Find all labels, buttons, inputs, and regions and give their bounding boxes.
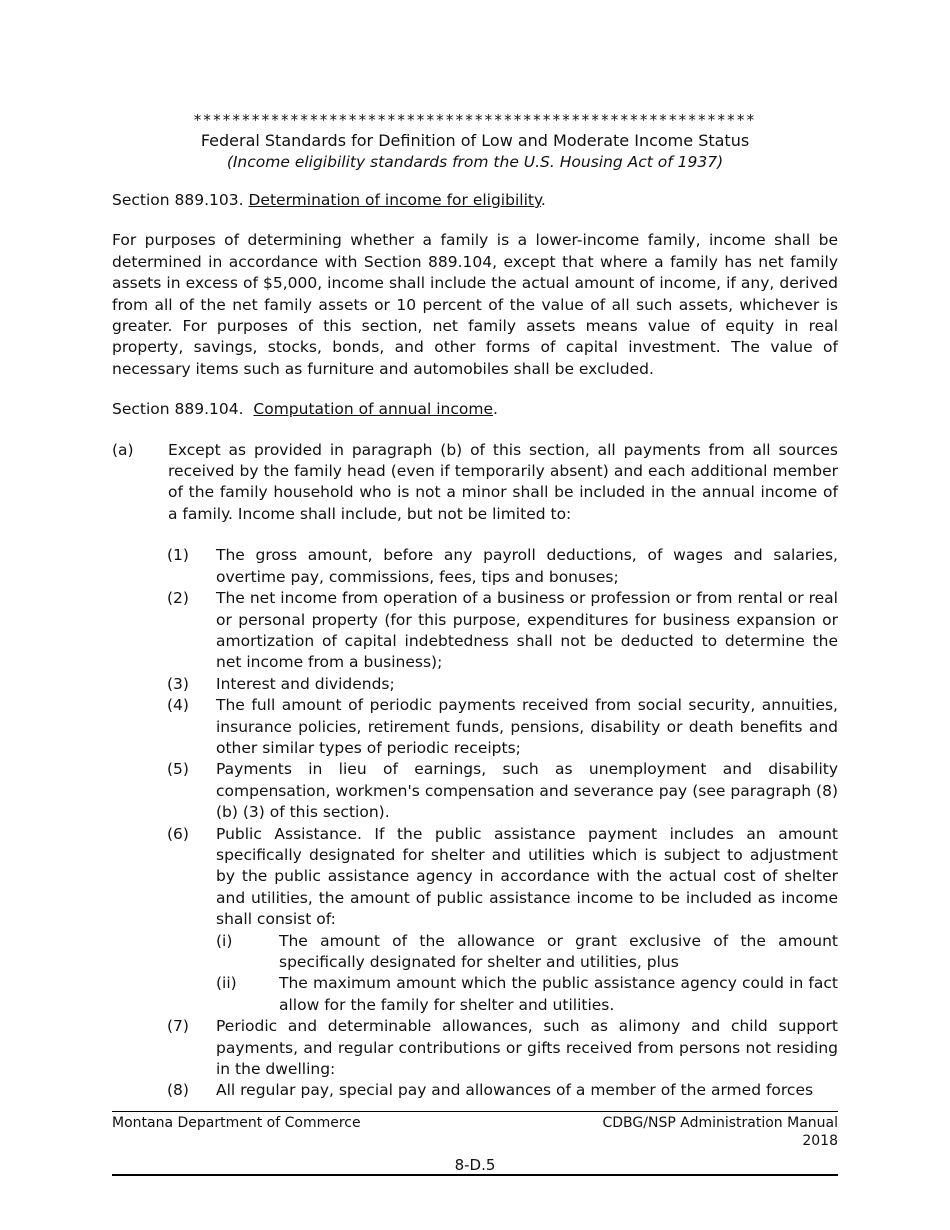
list-item-label: (7) [167,1017,189,1036]
list-item-text: All regular pay, special pay and allowances of a member of the armed forces [216,1081,814,1100]
list-item-text: Payments in lieu of earnings, such as unemployment and disability compensation, workmen's compensation and severance pay (see paragraph (8) (b) (3) of this section). [216,760,838,822]
list-item-text: The gross amount, before any payroll deductions, of wages and salaries, overtime pay, commissions, fees, tips and bonuses; [216,546,838,586]
page-footer [112,1111,838,1174]
list-item-text: Periodic and determinable allowances, such as alimony and child support payments, and regular contributions or gifts received from persons not residing in the dwelling: [216,1017,838,1079]
section-104-title: Computation of annual income [253,400,494,419]
income-items-list [112,545,838,1102]
footer-department: Montana Department of Commerce [112,1115,361,1131]
list-item-text: The full amount of periodic payments received from social security, annuities, insurance policies, retirement funds, pensions, disability or death benefits and other similar types of periodic receipts; [216,696,838,757]
document-subtitle: (Income eligibility standards from the U.S. Housing Act of 1937) [226,153,724,171]
list-item-label: (3) [167,674,189,693]
section-103-heading: Section 889.103. Determination of income for eligibility. [112,191,546,209]
section-103-body: For purposes of determining whether a family is a lower-income family, income shall be determined in accordance with Section 889.104, except that where a family has net family assets in excess of $5,000, income shall include the actual amount of income, if any, derived from all of the net family assets or 10 percent of the value of all such assets, whichever is greater. For purposes of this section, net family assets means value of equity in real property, savings, stocks, bonds, and other forms of capital investment. The value of necessary items such as furniture and automobiles shall be excluded. [112,231,838,378]
paragraph-a-label: (a) [112,440,134,459]
document-page [112,110,838,1102]
list-item-label: (8) [167,1081,189,1100]
list-item [167,588,838,674]
list-item-text: Public Assistance. If the public assistance payment includes an amount specifically designated for shelter and utilities which is subject to adjustment by the public assistance agency in accordance with the actual cost of shelter and utilities, the amount of public assistance income to be included as income shall consist of: [216,824,838,929]
list-item-label: (6) [167,824,189,843]
list-item-label: (2) [167,589,189,608]
paragraph-a [112,440,838,526]
sub-list-item [216,973,838,1016]
document-title: Federal Standards for Definition of Low and Moderate Income Status [200,131,750,150]
list-item-text: Interest and dividends; [216,674,395,693]
list-item [167,1016,838,1080]
sub-list-item-label: (i) [216,931,233,950]
section-104-number: Section 889.104. [112,400,244,419]
list-item [167,695,838,759]
list-item-label: (1) [167,546,189,565]
list-item-label: (5) [167,760,189,779]
footer-year: 2018 [802,1133,838,1149]
list-item-text: The net income from operation of a business or profession or from rental or real or personal property (for this purpose, expenditures for business expansion or amortization of capital indebtedness shall not be deducted to determine the net income from a business); [216,589,838,672]
list-item [167,1080,838,1101]
footer-manual-title: CDBG/NSP Administration Manual [602,1115,838,1131]
sub-list-item [216,931,838,974]
section-103-title: Determination of income for eligibility [248,191,541,209]
list-item [167,824,838,931]
list-item [167,545,838,588]
paragraph-a-text: Except as provided in paragraph (b) of this section, all payments from all sources received by the family head (even if temporarily absent) and each additional member of the family household who is not a minor shall be included in the annual income of a family. Income shall include, but not be limited to: [168,440,838,523]
section-104-heading: Section 889.104. Computation of annual income. [112,400,498,419]
page-number: 8-D.5 [454,1156,496,1174]
sub-list-item-label: (ii) [216,974,237,993]
list-item [167,674,838,695]
footer-manual-info [603,1114,839,1150]
footer-divider [112,1174,838,1176]
section-103-number: Section 889.103. [112,191,244,209]
asterisk-divider: ********************************************************** [193,111,757,129]
sub-list-item-text: The maximum amount which the public assistance agency could in fact allow for the family for shelter and utilities. [279,974,838,1014]
list-item [167,759,838,823]
list-item-label: (4) [167,696,189,715]
sub-list-item-text: The amount of the allowance or grant exclusive of the amount specifically designated for shelter and utilities, plus [279,931,838,971]
